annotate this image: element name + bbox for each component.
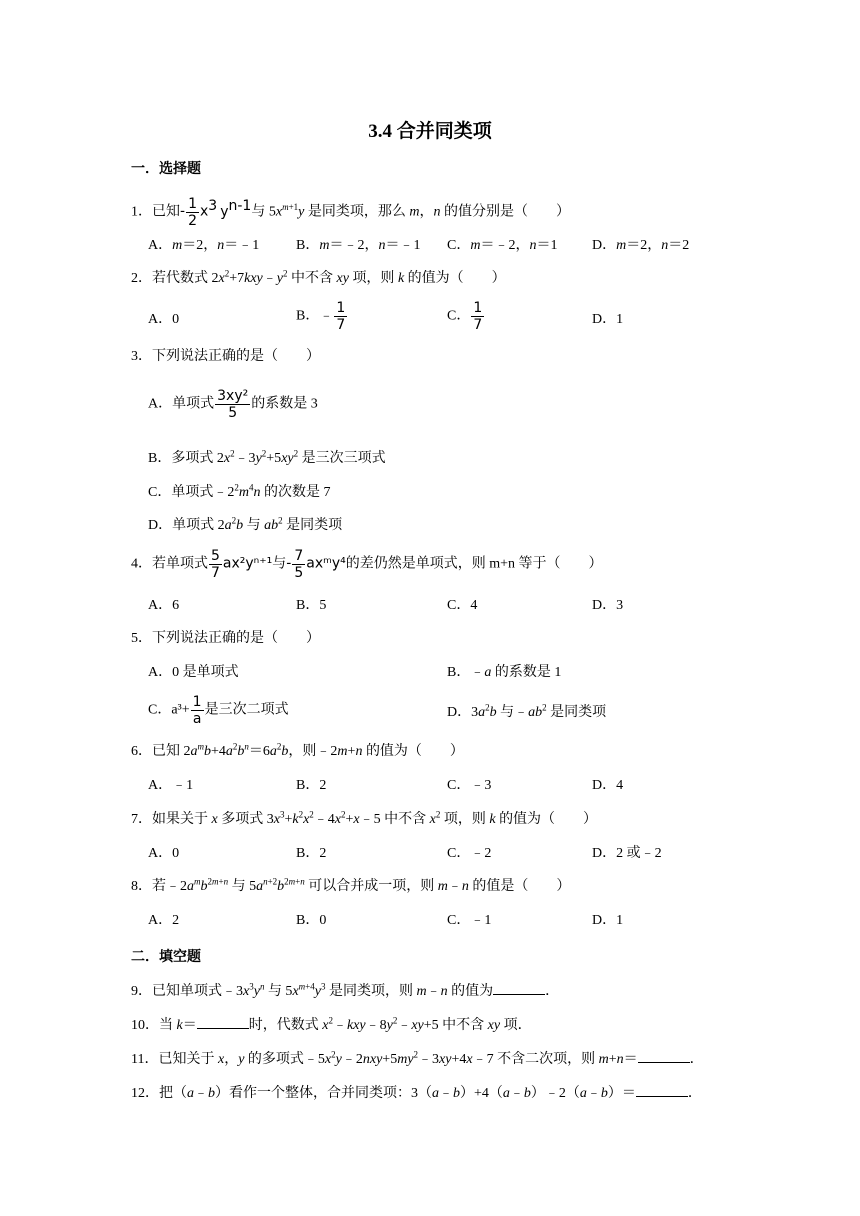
section-heading-fill: 二．填空题	[131, 950, 201, 965]
q4-prefix: 4．若单项式	[131, 556, 208, 572]
question-5: 5．下列说法正确的是（ ）	[131, 631, 320, 646]
q2-option-b-den: 7	[336, 317, 346, 333]
q11-answer-blank[interactable]	[638, 1048, 690, 1063]
q8-option-c[interactable]: C．﹣1	[447, 913, 492, 928]
q5-option-c-num: 1	[192, 694, 202, 710]
q1-option-d[interactable]: D．m＝2，n＝2	[592, 238, 690, 253]
q1-fraction	[186, 196, 199, 229]
q9-end: ．	[545, 984, 560, 999]
question-7: 7．如果关于 x 多项式 $3x^3+k^2x^2﹣4x^2+x﹣5$ 中不含 $x^2$ 项，则 k 的值为（ ）	[131, 809, 598, 827]
q4-term-1: ax²yⁿ⁺¹	[222, 555, 273, 572]
q3-option-c[interactable]: C．单项式$﹣2^2m^4n$ 的次数是 7	[148, 482, 331, 500]
q2-option-c-fraction	[471, 300, 484, 333]
q2-option-c[interactable]	[447, 300, 485, 333]
q2-option-a[interactable]: A．0	[148, 312, 180, 327]
q1-fraction-num: 1	[188, 196, 197, 212]
q2-option-c-num: 1	[473, 300, 483, 316]
q5-option-c-fraction	[191, 694, 204, 727]
q1-term-y-exp: n-1	[228, 198, 252, 215]
q6-option-d[interactable]: D．4	[592, 778, 624, 793]
q4-term-2-sign: -	[286, 555, 292, 572]
question-1: 1．已知- $\frac{1}{2}$ $x^3$ $y^{n-1}$与 $5x^{m+1}y$ 是同类项，那么 m，n 的值分别是（ ）	[131, 196, 570, 229]
q1-fraction-den: 2	[188, 213, 197, 229]
q1-option-d-label: D．	[592, 238, 617, 253]
q4-text: 的差仍然是单项式，则 m+n 等于（ ）	[345, 556, 603, 572]
question-8: 8．若$﹣2a^mb^{2m+n}$ 与 $5a^{n+2}b^{2m+n}$ 可以合并成一项，则 m﹣n 的值是（ ）	[131, 876, 571, 894]
question-11: 11．已知关于 x，y 的多项式$﹣5x^2y﹣2nxy+5my^2﹣3xy+4x﹣7$ 不含二次项，则 m+n＝ ．	[131, 1049, 704, 1067]
q3-option-a-label: A．单项式	[148, 396, 215, 412]
q5-option-b[interactable]: B．﹣a 的系数是 1	[447, 665, 562, 680]
q3-option-a-num: 3xy²	[217, 388, 249, 404]
question-4	[131, 548, 603, 581]
page-title: 3.4 合并同类项	[368, 121, 492, 142]
q4-fraction-1-den: 7	[211, 565, 220, 581]
question-3: 3．下列说法正确的是（ ）	[131, 349, 320, 364]
q1-text-1: 与 5	[251, 204, 276, 220]
q5-option-c-den: a	[192, 711, 202, 727]
q1-option-a[interactable]: A．m＝2，n＝﹣1	[148, 238, 260, 253]
q3-option-a-fraction	[215, 388, 250, 421]
q2-option-c-den: 7	[473, 317, 483, 333]
q2-option-b[interactable]	[296, 300, 348, 333]
q1-text-3: 的值分别是（ ）	[443, 204, 570, 220]
q8-option-a[interactable]: A．2	[148, 913, 180, 928]
q1-term-y: y	[220, 203, 229, 220]
q3-option-a-text: 的系数是 3	[251, 396, 318, 412]
q4-fraction-1-num: 5	[211, 548, 220, 564]
q7-option-a[interactable]: A．0	[148, 846, 180, 861]
q1-option-a-label: A．	[148, 238, 173, 253]
q8-option-b[interactable]: B．0	[296, 913, 327, 928]
q1-term-sign: -	[180, 203, 186, 220]
q4-option-d[interactable]: D．3	[592, 598, 624, 613]
q5-option-c-label: C．a³+	[148, 702, 190, 718]
q4-fraction-2-den: 5	[294, 565, 304, 581]
q4-option-c[interactable]: C．4	[447, 598, 478, 613]
q7-option-d[interactable]: D．2 或﹣2	[592, 846, 662, 861]
q4-option-a[interactable]: A．6	[148, 598, 180, 613]
section-heading-choice: 一．选择题	[131, 162, 201, 177]
q10-answer-blank[interactable]	[197, 1014, 249, 1029]
q2-option-b-num: 1	[336, 300, 346, 316]
q3-option-a[interactable]	[148, 388, 318, 421]
question-9: 9．已知单项式$﹣3x^3y^n$ 与 $5x^{m+4}y^3$ 是同类项，则 m﹣n 的值为 ．	[131, 981, 560, 999]
q5-option-c[interactable]	[148, 694, 289, 727]
question-12: 12．把（a﹣b）看作一个整体，合并同类项：3（a﹣b）+4（a﹣b）﹣2（a﹣b）＝ ．	[131, 1082, 702, 1104]
q11-end: ．	[689, 1052, 704, 1067]
q1-option-c[interactable]: C．m＝﹣2，n＝1	[447, 238, 558, 253]
q3-option-b[interactable]: B．多项式 $2x^2﹣3y^2+5xy^2$ 是三次三项式	[148, 448, 386, 466]
q3-option-d[interactable]: D．单项式 $2a^2b$ 与 $ab^2$ 是同类项	[148, 515, 343, 533]
question-10: 10．当 k＝ 时，代数式 $x^2﹣kxy﹣8y^2﹣xy+5$ 中不含 xy 项．	[131, 1015, 532, 1033]
q1-text-2: 是同类项，那么	[307, 204, 406, 220]
q12-end: ．	[687, 1086, 702, 1101]
q5-option-d[interactable]: D．$3a^2b$ 与$﹣ab^2$ 是同类项	[447, 702, 607, 720]
q4-fraction-2-num: 7	[294, 548, 304, 564]
q5-option-a[interactable]: A．0 是单项式	[148, 665, 239, 680]
question-6: 6．已知 $2a^mb+4a^2b^n=6a^2b$，则﹣2m+n 的值为（ ）	[131, 741, 464, 759]
q1-term-x: x	[199, 203, 209, 220]
q4-mid: 与	[272, 556, 287, 572]
q4-term-2: axᵐy⁴	[306, 555, 346, 572]
q1-option-b-label: B．	[296, 238, 320, 253]
q3-option-a-den: 5	[228, 405, 238, 421]
q4-option-b[interactable]: B．5	[296, 598, 327, 613]
q4-fraction-1	[209, 548, 222, 581]
q12-answer-blank[interactable]	[636, 1082, 688, 1097]
q1-prefix: 1．已知	[131, 204, 180, 220]
q7-option-c[interactable]: C．﹣2	[447, 846, 492, 861]
q2-option-b-fraction	[334, 300, 347, 333]
q5-option-c-text: 是三次二项式	[204, 702, 289, 718]
q2-option-d[interactable]: D．1	[592, 312, 624, 327]
q6-option-b[interactable]: B．2	[296, 778, 327, 793]
q4-fraction-2	[292, 548, 305, 581]
q1-option-b[interactable]: B．m＝﹣2，n＝﹣1	[296, 238, 421, 253]
q2-option-c-label: C．	[447, 308, 471, 324]
q6-option-a[interactable]: A．﹣1	[148, 778, 194, 793]
q8-option-d[interactable]: D．1	[592, 913, 624, 928]
question-2: 2．若代数式 $2x^2+7kxy﹣y^2$ 中不含 xy 项，则 k 的值为（ ）	[131, 268, 506, 286]
q6-option-c[interactable]: C．﹣3	[447, 778, 492, 793]
q7-option-b[interactable]: B．2	[296, 846, 327, 861]
q1-option-c-label: C．	[447, 238, 471, 253]
q1-term-x-exp: 3	[208, 198, 218, 215]
q2-option-b-label: B．﹣	[296, 308, 334, 324]
q9-answer-blank[interactable]	[493, 980, 545, 995]
